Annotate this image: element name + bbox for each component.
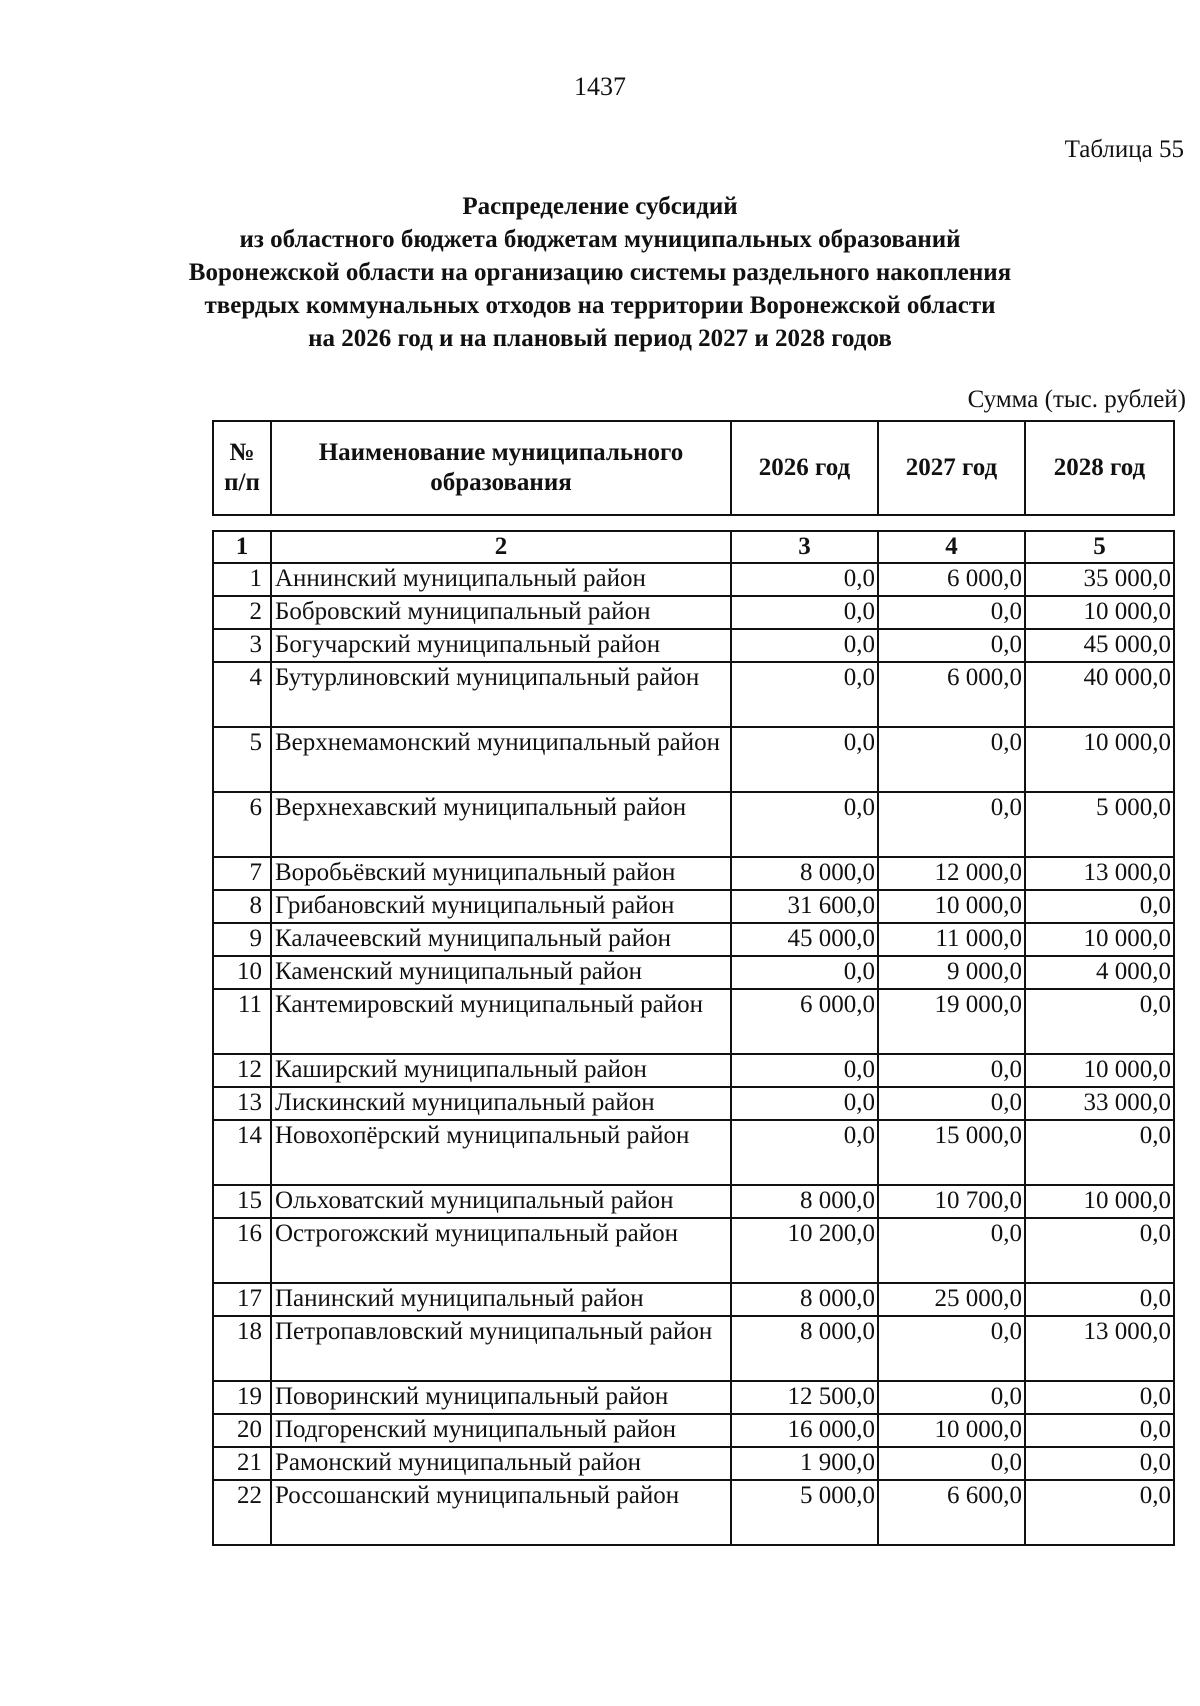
value-2028: 0,0 xyxy=(1025,1447,1174,1480)
row-number: 14 xyxy=(213,1120,271,1185)
value-2027: 0,0 xyxy=(878,727,1025,792)
table-row xyxy=(213,563,1174,596)
header-2027: 2027 год xyxy=(878,421,1025,515)
value-2027: 25 000,0 xyxy=(878,1283,1025,1316)
value-2027: 0,0 xyxy=(878,629,1025,662)
title-line: Распределение субсидий xyxy=(462,193,738,220)
value-2028: 40 000,0 xyxy=(1025,662,1174,727)
value-2027: 9 000,0 xyxy=(878,956,1025,989)
value-2026: 12 500,0 xyxy=(731,1381,878,1414)
municipality-name: Богучарский муниципальный район xyxy=(271,629,731,662)
table-row xyxy=(213,1185,1174,1218)
header-name xyxy=(271,421,731,515)
municipality-name: Воробьёвский муниципальный район xyxy=(271,857,731,890)
table-row xyxy=(213,662,1174,727)
municipality-name: Подгоренский муниципальный район xyxy=(271,1414,731,1447)
table-row xyxy=(213,989,1174,1054)
table-row xyxy=(213,1120,1174,1185)
value-2027: 0,0 xyxy=(878,596,1025,629)
table-row xyxy=(213,857,1174,890)
value-2026: 0,0 xyxy=(731,1120,878,1185)
units-caption: Сумма (тыс. рублей) xyxy=(967,386,1186,413)
row-number: 12 xyxy=(213,1054,271,1087)
document-title xyxy=(0,190,1200,355)
table-row xyxy=(213,890,1174,923)
row-number: 21 xyxy=(213,1447,271,1480)
table-row xyxy=(213,629,1174,662)
value-2026: 0,0 xyxy=(731,1087,878,1120)
value-2026: 0,0 xyxy=(731,596,878,629)
header-number-line2: п/п xyxy=(224,469,260,496)
municipality-name: Верхнехавский муниципальный район xyxy=(271,792,731,857)
row-number: 16 xyxy=(213,1218,271,1283)
title-line: твердых коммунальных отходов на территории Воронежской области xyxy=(204,292,996,319)
row-number: 6 xyxy=(213,792,271,857)
row-number: 3 xyxy=(213,629,271,662)
municipality-name: Грибановский муниципальный район xyxy=(271,890,731,923)
table-row xyxy=(213,1480,1174,1545)
row-number: 5 xyxy=(213,727,271,792)
table-row xyxy=(213,1218,1174,1283)
value-2028: 0,0 xyxy=(1025,1480,1174,1545)
header-2026: 2026 год xyxy=(731,421,878,515)
table-row xyxy=(213,1447,1174,1480)
value-2028: 0,0 xyxy=(1025,890,1174,923)
value-2026: 45 000,0 xyxy=(731,923,878,956)
column-number: 1 xyxy=(213,531,271,563)
municipality-name: Рамонский муниципальный район xyxy=(271,1447,731,1480)
value-2028: 0,0 xyxy=(1025,1414,1174,1447)
value-2027: 0,0 xyxy=(878,1381,1025,1414)
value-2028: 5 000,0 xyxy=(1025,792,1174,857)
municipality-name: Кантемировский муниципальный район xyxy=(271,989,731,1054)
page-number: 1437 xyxy=(574,72,626,101)
row-number: 1 xyxy=(213,563,271,596)
municipality-name: Панинский муниципальный район xyxy=(271,1283,731,1316)
municipality-name: Верхнемамонский муниципальный район xyxy=(271,727,731,792)
value-2028: 10 000,0 xyxy=(1025,596,1174,629)
row-number: 22 xyxy=(213,1480,271,1545)
value-2026: 0,0 xyxy=(731,792,878,857)
value-2028: 13 000,0 xyxy=(1025,1316,1174,1381)
value-2027: 15 000,0 xyxy=(878,1120,1025,1185)
row-number: 2 xyxy=(213,596,271,629)
value-2028: 0,0 xyxy=(1025,1120,1174,1185)
value-2027: 0,0 xyxy=(878,1447,1025,1480)
municipality-name: Россошанский муниципальный район xyxy=(271,1480,731,1545)
value-2026: 6 000,0 xyxy=(731,989,878,1054)
value-2028: 10 000,0 xyxy=(1025,923,1174,956)
row-number: 8 xyxy=(213,890,271,923)
municipality-name: Бобровский муниципальный район xyxy=(271,596,731,629)
municipality-name: Бутурлиновский муниципальный район xyxy=(271,662,731,727)
value-2028: 10 000,0 xyxy=(1025,727,1174,792)
municipality-name: Лискинский муниципальный район xyxy=(271,1087,731,1120)
row-number: 11 xyxy=(213,989,271,1054)
value-2028: 33 000,0 xyxy=(1025,1087,1174,1120)
table-row xyxy=(213,1381,1174,1414)
table-row xyxy=(213,1087,1174,1120)
value-2026: 5 000,0 xyxy=(731,1480,878,1545)
value-2028: 10 000,0 xyxy=(1025,1054,1174,1087)
value-2028: 45 000,0 xyxy=(1025,629,1174,662)
row-number: 4 xyxy=(213,662,271,727)
value-2026: 31 600,0 xyxy=(731,890,878,923)
value-2027: 10 000,0 xyxy=(878,1414,1025,1447)
value-2028: 0,0 xyxy=(1025,1218,1174,1283)
value-2026: 1 900,0 xyxy=(731,1447,878,1480)
value-2027: 0,0 xyxy=(878,1087,1025,1120)
value-2026: 16 000,0 xyxy=(731,1414,878,1447)
value-2026: 8 000,0 xyxy=(731,1316,878,1381)
header-2028: 2028 год xyxy=(1025,421,1174,515)
value-2026: 0,0 xyxy=(731,662,878,727)
table-row xyxy=(213,1283,1174,1316)
header-number xyxy=(213,421,271,515)
table-header xyxy=(212,420,1175,516)
table-row xyxy=(213,596,1174,629)
value-2027: 19 000,0 xyxy=(878,989,1025,1054)
value-2026: 0,0 xyxy=(731,956,878,989)
municipality-name: Калачеевский муниципальный район xyxy=(271,923,731,956)
value-2028: 0,0 xyxy=(1025,989,1174,1054)
value-2026: 0,0 xyxy=(731,563,878,596)
table-row xyxy=(213,956,1174,989)
value-2026: 0,0 xyxy=(731,1054,878,1087)
value-2027: 0,0 xyxy=(878,1054,1025,1087)
row-number: 15 xyxy=(213,1185,271,1218)
header-name-line2: образования xyxy=(430,469,572,496)
value-2027: 11 000,0 xyxy=(878,923,1025,956)
municipality-name: Каменский муниципальный район xyxy=(271,956,731,989)
value-2028: 0,0 xyxy=(1025,1381,1174,1414)
value-2026: 8 000,0 xyxy=(731,857,878,890)
row-number: 20 xyxy=(213,1414,271,1447)
municipality-name: Поворинский муниципальный район xyxy=(271,1381,731,1414)
value-2028: 13 000,0 xyxy=(1025,857,1174,890)
value-2028: 35 000,0 xyxy=(1025,563,1174,596)
value-2027: 6 000,0 xyxy=(878,662,1025,727)
value-2027: 10 700,0 xyxy=(878,1185,1025,1218)
value-2026: 8 000,0 xyxy=(731,1283,878,1316)
value-2027: 0,0 xyxy=(878,1316,1025,1381)
value-2028: 10 000,0 xyxy=(1025,1185,1174,1218)
row-number: 13 xyxy=(213,1087,271,1120)
header-name-line1: Наименование муниципального xyxy=(318,439,684,466)
value-2026: 10 200,0 xyxy=(731,1218,878,1283)
value-2028: 4 000,0 xyxy=(1025,956,1174,989)
row-number: 7 xyxy=(213,857,271,890)
value-2026: 0,0 xyxy=(731,727,878,792)
row-number: 17 xyxy=(213,1283,271,1316)
title-line: из областного бюджета бюджетам муниципальных образований xyxy=(239,226,961,253)
title-line: Воронежской области на организацию системы раздельного накопления xyxy=(188,259,1012,286)
value-2027: 6 600,0 xyxy=(878,1480,1025,1545)
row-number: 19 xyxy=(213,1381,271,1414)
municipality-name: Острогожский муниципальный район xyxy=(271,1218,731,1283)
column-number: 4 xyxy=(878,531,1025,563)
row-number: 9 xyxy=(213,923,271,956)
column-number: 5 xyxy=(1025,531,1174,563)
municipality-name: Аннинский муниципальный район xyxy=(271,563,731,596)
column-number-row xyxy=(213,531,1174,563)
value-2027: 10 000,0 xyxy=(878,890,1025,923)
table-row xyxy=(213,727,1174,792)
subsidy-table xyxy=(212,530,1175,1546)
row-number: 10 xyxy=(213,956,271,989)
municipality-name: Каширский муниципальный район xyxy=(271,1054,731,1087)
table-row xyxy=(213,1054,1174,1087)
row-number: 18 xyxy=(213,1316,271,1381)
value-2027: 0,0 xyxy=(878,1218,1025,1283)
title-line: на 2026 год и на плановый период 2027 и 2028 годов xyxy=(308,325,892,352)
value-2027: 12 000,0 xyxy=(878,857,1025,890)
municipality-name: Ольховатский муниципальный район xyxy=(271,1185,731,1218)
value-2026: 8 000,0 xyxy=(731,1185,878,1218)
table-row xyxy=(213,792,1174,857)
municipality-name: Новохопёрский муниципальный район xyxy=(271,1120,731,1185)
header-number-line1: № xyxy=(229,439,255,466)
table-row xyxy=(213,1414,1174,1447)
value-2026: 0,0 xyxy=(731,629,878,662)
value-2027: 0,0 xyxy=(878,792,1025,857)
value-2028: 0,0 xyxy=(1025,1283,1174,1316)
table-label: Таблица 55 xyxy=(1064,136,1184,163)
column-number: 3 xyxy=(731,531,878,563)
table-row xyxy=(213,1316,1174,1381)
value-2027: 6 000,0 xyxy=(878,563,1025,596)
municipality-name: Петропавловский муниципальный район xyxy=(271,1316,731,1381)
table-row xyxy=(213,923,1174,956)
column-number: 2 xyxy=(271,531,731,563)
